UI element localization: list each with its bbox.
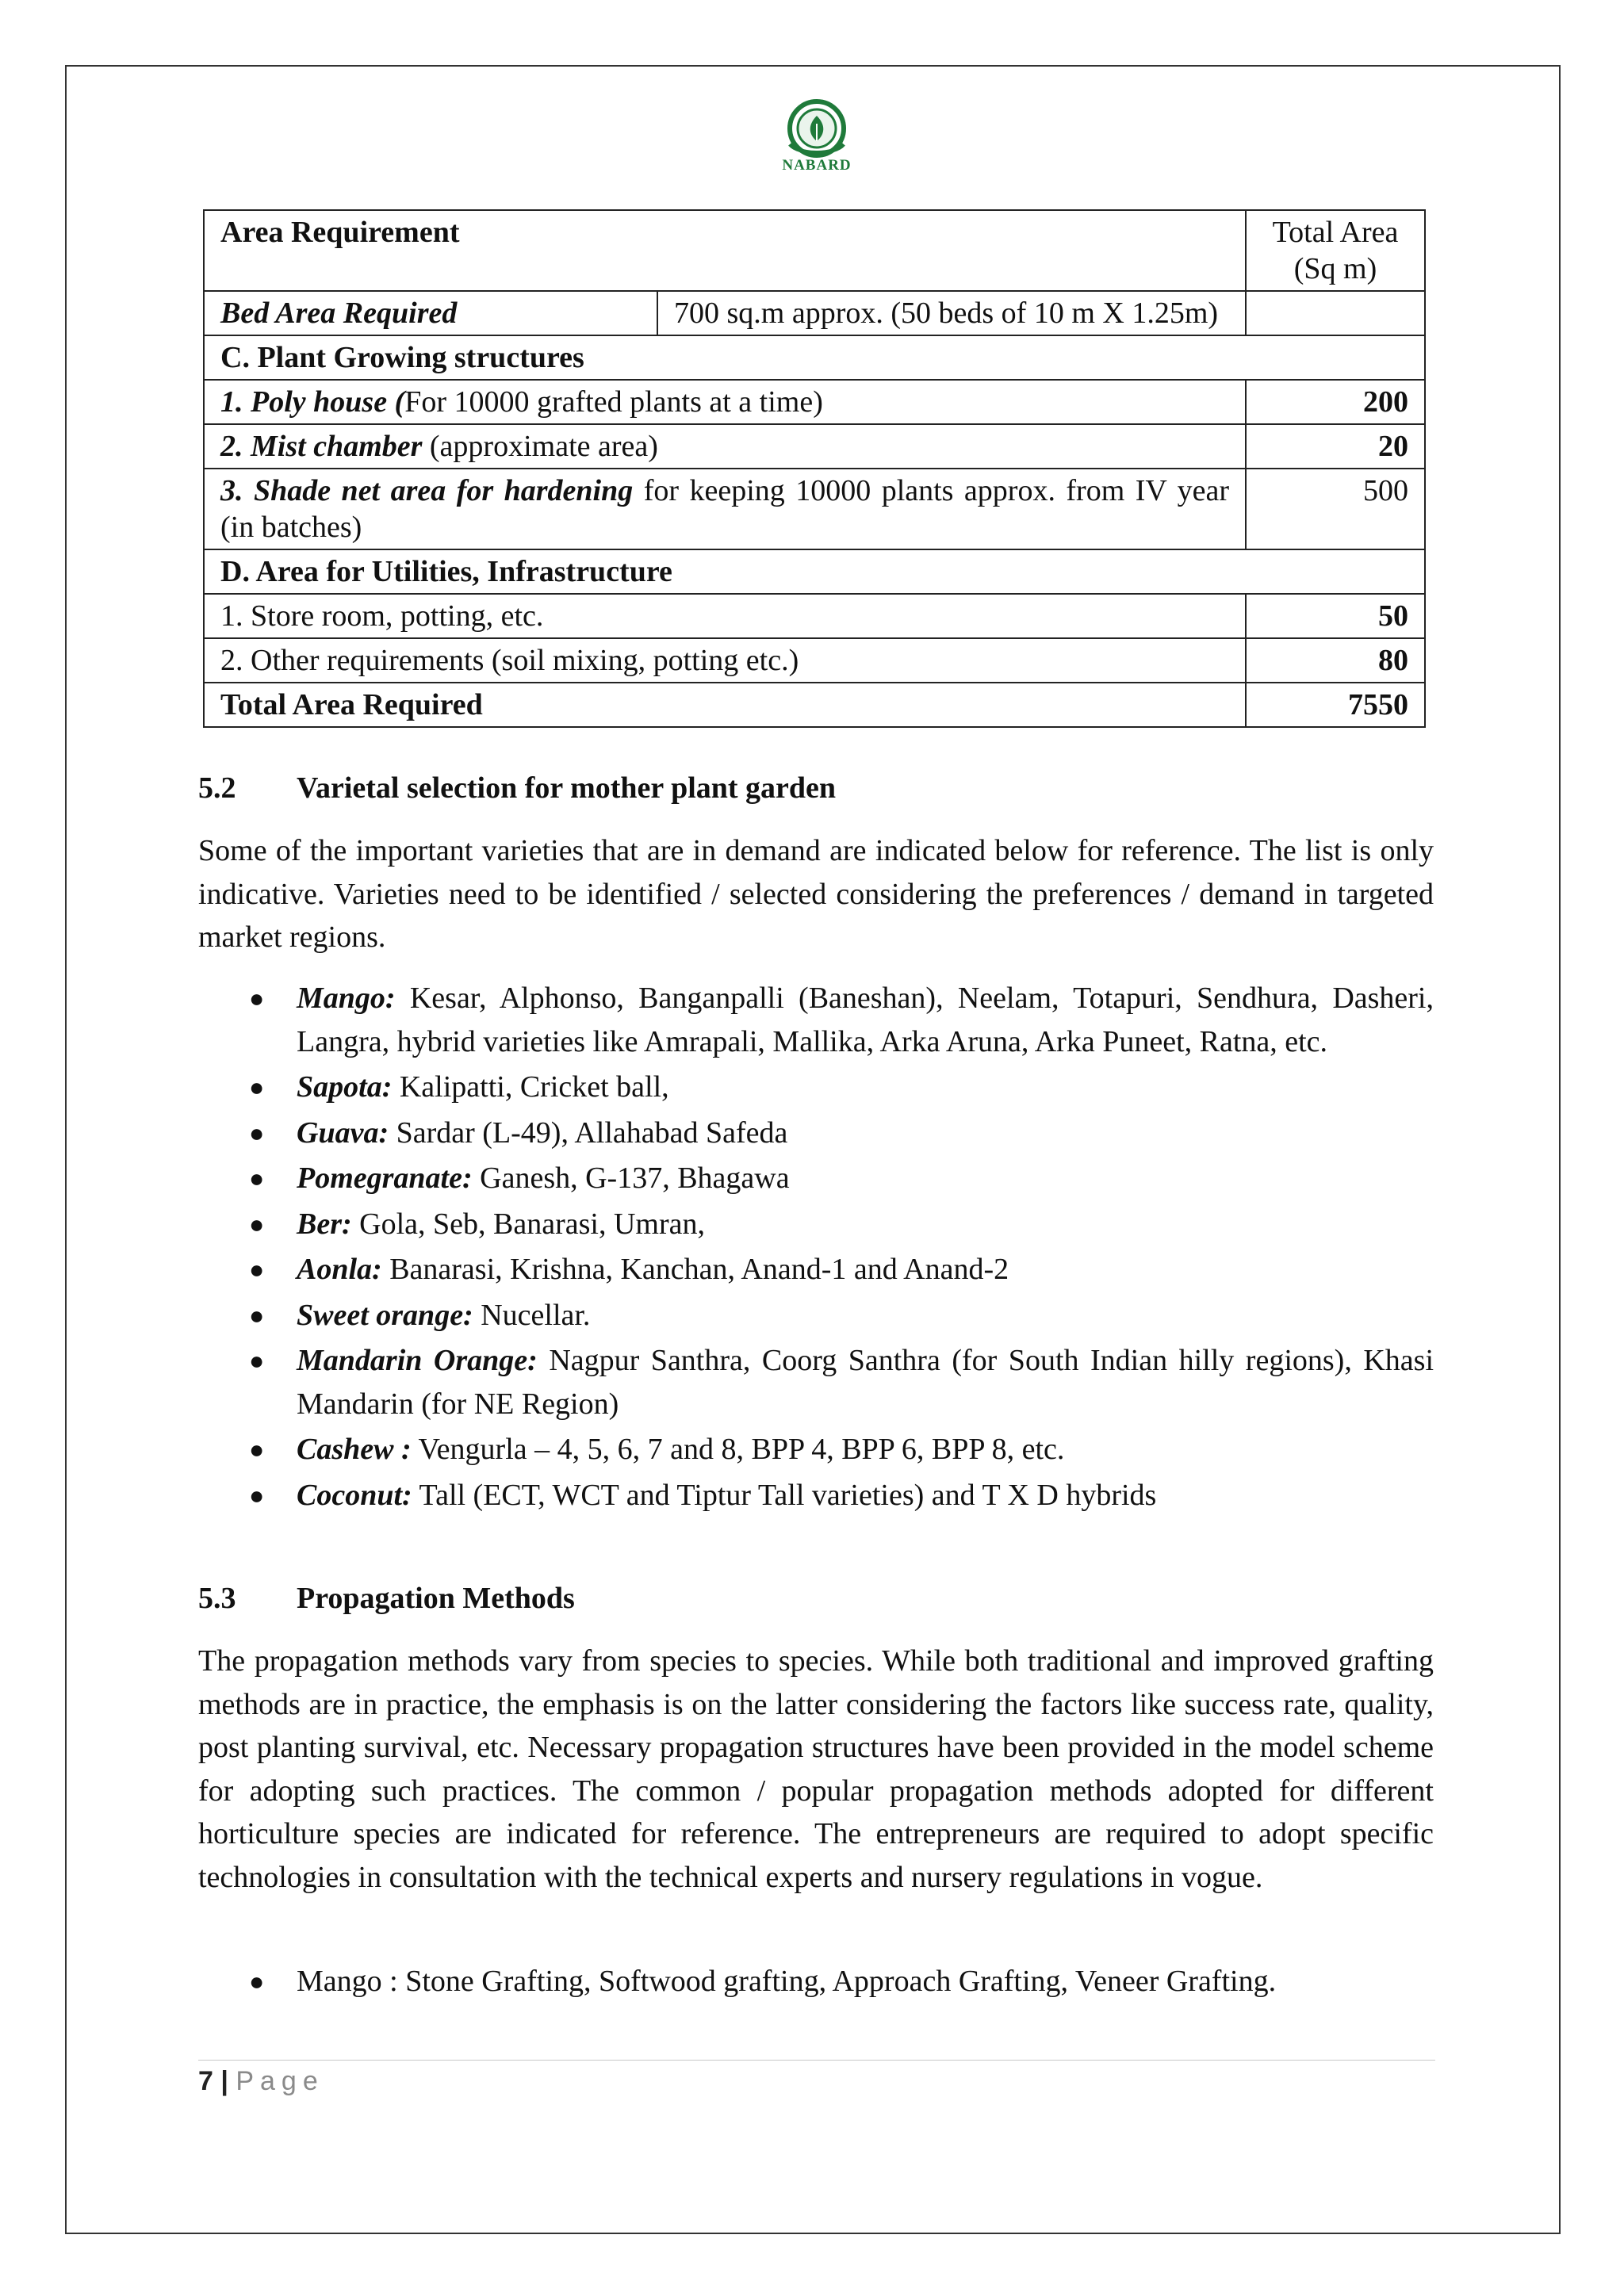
bullet-icon: ● xyxy=(249,1435,265,1464)
total-label: Total Area Required xyxy=(204,683,1246,727)
variety-name: Sweet orange: xyxy=(297,1298,473,1332)
row1-label: 1. Poly house (For 10000 grafted plants at a time) xyxy=(204,380,1246,424)
list-item xyxy=(198,1339,1434,1425)
row5-value: 80 xyxy=(1246,638,1425,683)
table-row xyxy=(204,594,1425,638)
variety-name: Coconut: xyxy=(297,1478,412,1512)
variety-text: Ganesh, G-137, Bhagawa xyxy=(472,1161,790,1195)
section-d-label: D. Area for Utilities, Infrastructure xyxy=(204,549,1425,594)
bullet-icon: ● xyxy=(249,1255,265,1284)
list-item xyxy=(198,1960,1434,2003)
section-53-paragraph: The propagation methods vary from species to species. While both traditional and improved grafting methods are in practice, the emphasis is on the latter considering the factors like success rate, quality, post planting survival, etc. Necessary propagation structures have been provided in the model scheme for adopting such practices. The common / popular propagation methods adopted for different horticulture species are indicated for reference. The entrepreneurs are required to adopt specific technologies in consultation with the technical experts and nursery regulations in vogue. xyxy=(198,1644,1434,1894)
variety-text: Tall (ECT, WCT and Tiptur Tall varieties) and T X D hybrids xyxy=(412,1478,1157,1512)
list-item xyxy=(198,1294,1434,1337)
page-number: 7 xyxy=(198,2066,213,2096)
section-53-title: Propagation Methods xyxy=(297,1582,575,1615)
variety-text: Vengurla – 4, 5, 6, 7 and 8, BPP 4, BPP 6, BPP 8, etc. xyxy=(411,1433,1065,1466)
variety-name: Cashew : xyxy=(297,1433,412,1466)
list-item xyxy=(198,1112,1434,1155)
table-header-row xyxy=(204,210,1425,291)
section-53-heading xyxy=(198,1581,575,1616)
total-value: 7550 xyxy=(1246,683,1425,727)
row5-label: 2. Other requirements (soil mixing, potting etc.) xyxy=(204,638,1246,683)
bed-label: Bed Area Required xyxy=(204,291,657,335)
table-total-row xyxy=(204,683,1425,727)
list-item xyxy=(198,1203,1434,1246)
header-label: Area Requirement xyxy=(204,210,1246,291)
bed-total-empty xyxy=(1246,291,1425,335)
variety-text: Banarasi, Krishna, Kanchan, Anand-1 and Anand-2 xyxy=(381,1253,1009,1286)
row2-value: 20 xyxy=(1246,424,1425,469)
variety-text: Sardar (L-49), Allahabad Safeda xyxy=(389,1115,788,1150)
section-c-label: C. Plant Growing structures xyxy=(204,335,1425,380)
section-52-title: Varietal selection for mother plant garden xyxy=(297,771,837,805)
list-item xyxy=(198,977,1434,1063)
list-item xyxy=(198,1474,1434,1517)
page-footer xyxy=(198,2066,324,2097)
section-52-heading xyxy=(198,771,836,806)
section-53-number: 5.3 xyxy=(198,1582,236,1615)
list-item xyxy=(198,1157,1434,1200)
list-item xyxy=(198,1248,1434,1292)
footer-divider xyxy=(198,2060,1435,2061)
variety-name: Aonla: xyxy=(297,1253,382,1286)
section-52-intro: Some of the important varieties that are in demand are indicated below for reference. The list is only indicative. Varieties need to be identified / selected considering the preferences / demand in targeted market regions. xyxy=(198,834,1434,954)
area-requirement-table xyxy=(203,209,1426,728)
variety-text: Nagpur Santhra, Coorg Santhra (for South Indian hilly regions), Khasi Mandarin (for NE Region) xyxy=(297,1344,1434,1421)
variety-text: Kalipatti, Cricket ball, xyxy=(392,1070,669,1104)
method-text: Mango : Stone Grafting, Softwood grafting, Approach Grafting, Veneer Grafting. xyxy=(297,1965,1277,1998)
row4-label: 1. Store room, potting, etc. xyxy=(204,594,1246,638)
bullet-icon: ● xyxy=(249,1073,265,1101)
variety-name: Sapota: xyxy=(297,1070,393,1104)
logo-text: NABARD xyxy=(782,157,852,174)
variety-text: Nucellar. xyxy=(473,1298,591,1332)
row1-value: 200 xyxy=(1246,380,1425,424)
bullet-icon: ● xyxy=(249,1300,265,1330)
variety-name: Guava: xyxy=(297,1115,389,1150)
list-item xyxy=(198,1428,1434,1471)
list-item xyxy=(198,1066,1434,1109)
bullet-icon: ● xyxy=(249,1164,265,1192)
header-total: Total Area (Sq m) xyxy=(1246,210,1425,291)
row4-value: 50 xyxy=(1246,594,1425,638)
table-row xyxy=(204,469,1425,549)
page-separator: | xyxy=(213,2066,236,2096)
section-52-number: 5.2 xyxy=(198,771,236,805)
page-word: Page xyxy=(236,2066,324,2096)
variety-name: Mango: xyxy=(297,982,396,1015)
bed-value: 700 sq.m approx. (50 beds of 10 m X 1.25m) xyxy=(657,291,1246,335)
variety-text: Kesar, Alphonso, Banganpalli (Baneshan), Neelam, Totapuri, Sendhura, Dasheri, Langra, hybrid varieties like Amrapali, Mallika, Arka Aruna, Arka Puneet, Ratna, etc. xyxy=(297,982,1434,1058)
variety-name: Pomegranate: xyxy=(297,1161,473,1195)
row3-label: 3. Shade net area for hardening for keeping 10000 plants approx. from IV year (in batches) xyxy=(204,469,1246,549)
table-section-row xyxy=(204,335,1425,380)
varieties-list xyxy=(198,977,1434,1519)
variety-text: Gola, Seb, Banarasi, Umran, xyxy=(351,1207,705,1241)
row2-label: 2. Mist chamber (approximate area) xyxy=(204,424,1246,469)
table-row xyxy=(204,424,1425,469)
table-row xyxy=(204,380,1425,424)
bullet-icon: ● xyxy=(249,1967,265,1996)
bullet-icon: ● xyxy=(249,1346,265,1375)
row3-value: 500 xyxy=(1246,469,1425,549)
bullet-icon: ● xyxy=(249,984,265,1012)
table-row xyxy=(204,291,1425,335)
bullet-icon: ● xyxy=(249,1209,265,1238)
propagation-methods-list xyxy=(198,1960,1434,2006)
table-row xyxy=(204,638,1425,683)
bullet-icon: ● xyxy=(249,1118,265,1147)
table-section-row xyxy=(204,549,1425,594)
variety-name: Mandarin Orange: xyxy=(297,1344,538,1377)
bullet-icon: ● xyxy=(249,1480,265,1510)
variety-name: Ber: xyxy=(297,1207,352,1241)
